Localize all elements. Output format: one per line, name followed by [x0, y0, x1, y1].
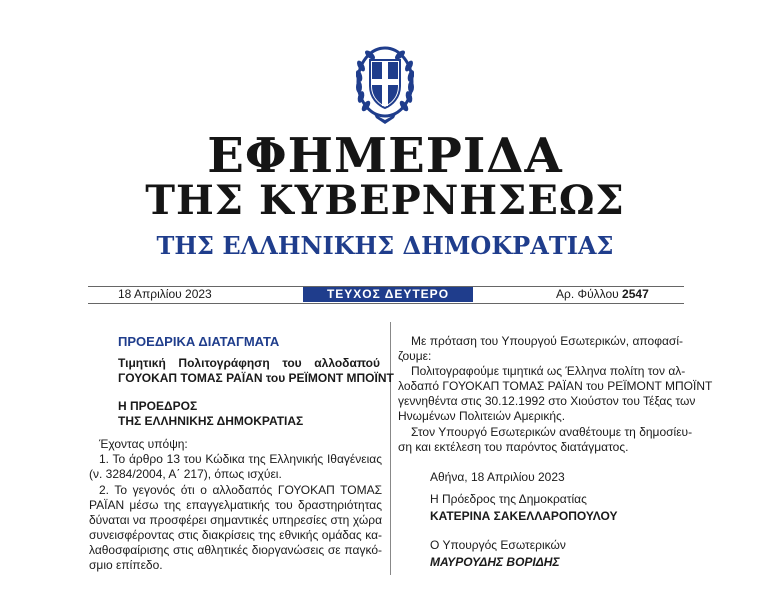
- body-line: 1. Το άρθρο 13 του Κώδικα της Ελληνικής Ιθαγένειας: [99, 452, 382, 466]
- president-name: ΚΑΤΕΡΙΝΑ ΣΑΚΕΛΛΑΡΟΠΟΥΛΟΥ: [430, 509, 618, 523]
- president-role: Η Πρόεδρος της Δημοκρατίας: [430, 492, 587, 506]
- body-line: Με πρόταση του Υπουργού Εσωτερικών, αποφασί-: [411, 334, 683, 348]
- body-line: ζουμε:: [398, 349, 432, 363]
- body-line: Ηνωμένων Πολιτειών Αμερικής.: [398, 409, 566, 423]
- gazette-title-line1: ΕΦΗΜΕΡΙΔΑ: [207, 128, 563, 184]
- body-line: Στον Υπουργό Εσωτερικών αναθέτουμε τη δημοσίευ-: [411, 425, 693, 439]
- body-line: Έχοντας υπόψη:: [99, 437, 188, 451]
- president-heading-line1: Η ΠΡΟΕΔΡΟΣ: [118, 399, 198, 413]
- body-line: σμιο επίπεδο.: [89, 558, 163, 572]
- column-divider: [390, 322, 391, 575]
- gazette-title-line3: ΤΗΣ ΕΛΛΗΝΙΚΗΣ ΔΗΜΟΚΡΑΤΙΑΣ: [156, 231, 614, 260]
- body-line: ση και εκτέλεση του παρόντος διατάγματος.: [398, 440, 629, 454]
- decree-title-line2: ΓΟΥΟΚΑΠ ΤΟΜΑΣ ΡΑΪΑΝ του ΡΕΪΜΟΝΤ ΜΠΟΪΝΤ: [118, 371, 394, 385]
- issue-date: 18 Απριλίου 2023: [118, 287, 212, 301]
- sheet-number-value: 2547: [622, 287, 649, 301]
- body-line: λαθοσφαίρισης στις αθλητικές διοργανώσεις σε παγκό-: [89, 543, 382, 557]
- body-line: (ν. 3284/2004, Α΄ 217), όπως ισχύει.: [89, 467, 282, 481]
- body-line: δύναται να προσφέρει σημαντικές υπηρεσίες στη χώρα: [89, 513, 382, 527]
- issue-series-badge: ΤΕΥΧΟΣ ΔΕΥΤΕΡΟ: [303, 287, 473, 302]
- sheet-number: [556, 287, 649, 302]
- body-line: γεννηθέντα στις 30.12.1992 στο Χιούστον του Τέξας των: [398, 394, 696, 408]
- body-line: 2. Το γεγονός ότι ο αλλοδαπός ΓΟΥΟΚΑΠ ΤΟΜΑΣ: [99, 483, 382, 497]
- section-title: ΠΡΟΕΔΡΙΚΑ ΔΙΑΤΑΓΜΑΤΑ: [118, 334, 280, 349]
- minister-role: Ο Υπουργός Εσωτερικών: [430, 538, 566, 552]
- body-line: Πολιτογραφούμε τιμητικά ως Έλληνα πολίτη τον αλ-: [411, 364, 686, 378]
- body-line: συνεισφέροντας στις διακρίσεις της εθνικής ομάδας κα-: [89, 528, 382, 542]
- gazette-title-line2: ΤΗΣ ΚΥΒΕΡΝΗΣΕΩΣ: [145, 177, 625, 224]
- body-line: ΡΑΪΑΝ μέσω της επαγγελματικής του δραστηριότητας: [89, 498, 382, 512]
- minister-name: ΜΑΥΡΟΥΔΗΣ ΒΟΡΙΔΗΣ: [430, 555, 560, 569]
- president-heading-line2: ΤΗΣ ΕΛΛΗΝΙΚΗΣ ΔΗΜΟΚΡΑΤΙΑΣ: [118, 414, 304, 428]
- place-date: Αθήνα, 18 Απριλίου 2023: [430, 470, 565, 484]
- coat-of-arms-emblem: [356, 42, 414, 126]
- decree-title-line1: Τιμητική Πολιτογράφηση του αλλοδαπού: [118, 356, 380, 370]
- bottom-rule: [88, 303, 684, 304]
- sheet-label: Αρ. Φύλλου: [556, 287, 619, 301]
- body-line: λοδαπό ΓΟΥΟΚΑΠ ΤΟΜΑΣ ΡΑΪΑΝ του ΡΕΪΜΟΝΤ ΜΠΟΪΝΤ: [398, 379, 713, 393]
